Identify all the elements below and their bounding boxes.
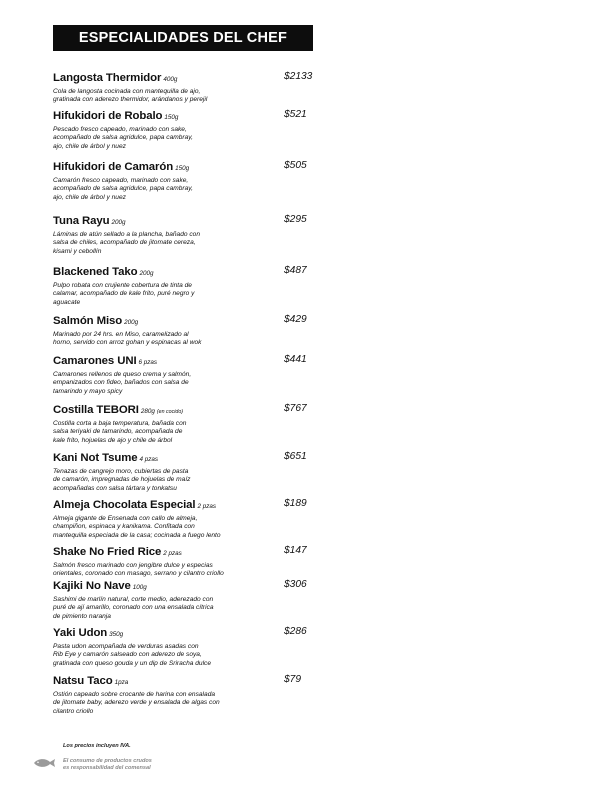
menu-item-name: Langosta Thermidor — [53, 72, 162, 84]
menu-item-portion-note: (en cocido) — [156, 409, 184, 415]
menu-item-price: $295 — [284, 214, 307, 225]
menu-item-description: Cola de langosta cocinada con mantequilla de ajo, gratinada con aderezo thermidor, arándanos y perejil — [53, 88, 208, 104]
menu-item-portion: 200g — [111, 219, 126, 226]
menu-item-portion: 400g — [163, 76, 178, 83]
menu-item-portion: 200g — [139, 270, 154, 277]
disclaimer-line: es responsabilidad del comensal — [63, 765, 151, 771]
menu-item-portion: 2 pzas — [197, 503, 217, 510]
menu-item-name: Blackened Tako — [53, 266, 138, 278]
menu-item-name: Camarones UNI — [53, 355, 137, 367]
menu-item-price: $521 — [284, 109, 307, 120]
menu-item-portion: 1pza — [114, 679, 129, 686]
menu-item-price: $767 — [284, 403, 307, 414]
menu-item-portion: 2 pzas — [163, 550, 182, 557]
menu-item-description: Pescado fresco capeado, marinado con sake, acompañado de salsa agridulce, papa cambray, ajo, chile de árbol y nuez — [53, 126, 193, 150]
menu-item-price: $487 — [284, 265, 307, 276]
menu-item-description: Láminas de atún sellado a la plancha, bañado con salsa de chiles, acompañado de jitomate cereza, kisami y cebollín — [53, 231, 201, 255]
menu-item-name: Almeja Chocolata Especial — [53, 499, 196, 511]
menu-item-price: $286 — [284, 626, 307, 637]
menu-item-price: $651 — [284, 451, 307, 462]
menu-item-name: Costilla TEBORI — [53, 404, 139, 416]
menu-item-description: Pulpo robata con crujiente cobertura de tinta de calamar, acompañado de kale frito, puré negro y aguacate — [53, 282, 195, 306]
menu-item-portion: 350g — [109, 631, 124, 638]
menu-item-portion: 4 pzas — [139, 456, 159, 463]
menu-item-portion: 150g — [164, 114, 179, 121]
menu-item-description: Sashimi de marlín natural, corte medio, aderezado con puré de ají amarillo, coronado con una ensalada cítrica de pimiento naranja — [53, 596, 214, 620]
menu-item-description: Tenazas de cangrejo moro, cubiertas de pasta de camarón, impregnadas de hojuelas de maíz acompañadas con salsa tártara y tonkatsu — [53, 468, 191, 492]
menu-item-description: Costilla corta a baja temperatura, bañada con salsa teriyaki de tamarindo, acompañada de kale frito, hojuelas de ajo y chile de árbol — [53, 420, 187, 444]
menu-item-price: $441 — [284, 354, 307, 365]
menu-item-description: Almeja gigante de Ensenada con callo de almeja, champiñon, espinaca y kanikama. Confitada con mantequilla especiada de la casa; cocinada a fuego lento — [53, 515, 221, 539]
menu-item-price: $2133 — [284, 71, 313, 82]
tax-note: Los precios incluyen IVA. — [63, 743, 131, 749]
menu-item-price: $429 — [284, 314, 307, 325]
menu-item-description: Marinado por 24 hrs. en Miso, caramelizado al horno, servido con arroz gohan y espinacas al wok — [53, 331, 202, 347]
menu-item-price: $505 — [284, 160, 307, 171]
menu-title-banner — [53, 25, 313, 51]
menu-item-name: Natsu Taco — [53, 675, 113, 687]
menu-item-portion: 280g — [140, 408, 155, 415]
menu-item-portion: 6 pzas — [138, 359, 158, 366]
disclaimer-line: El consumo de productos crudos — [63, 758, 152, 764]
menu-item-price: $189 — [284, 498, 307, 509]
menu-item-name: Tuna Rayu — [53, 215, 110, 227]
menu-item-portion: 200g — [124, 319, 139, 326]
menu-item-name: Kani Not Tsume — [53, 452, 138, 464]
menu-item-price: $306 — [284, 579, 307, 590]
menu-item-description: Camarones rellenos de queso crema y salmón, empanizados con fideo, bañados con salsa de tamarindo y mayo spicy — [53, 371, 192, 395]
menu-item-description: Camarón fresco capeado, marinado con sake, acompañado de salsa agridulce, papa cambray, ajo, chile de árbol y nuez — [53, 177, 193, 201]
menu-item-description: Ostión capeado sobre crocante de harina con ensalada de jitomate baby, aderezo verde y ensalada de algas con cilantro criollo — [53, 691, 220, 715]
menu-item-name: Yaki Udon — [53, 627, 108, 639]
menu-item-name: Shake No Fried Rice — [53, 546, 162, 558]
menu-item-price: $79 — [284, 674, 301, 685]
menu-item-description: Salmón fresco marinado con jengibre dulce y especias orientales, coronado con masago, serrano y cilantro criollo — [53, 562, 224, 578]
fish-icon — [33, 757, 57, 769]
menu-item-description: Pasta udon acompañada de verduras asadas con Rib Eye y camarón salseado con aderezo de soya, gratinada con queso gouda y un dip de Sriracha dulce — [53, 643, 211, 667]
menu-item-name: Hifukidori de Robalo — [53, 110, 163, 122]
raw-food-disclaimer — [63, 758, 152, 772]
menu-item-portion: 150g — [175, 165, 190, 172]
menu-item-portion: 100g — [132, 584, 147, 591]
menu-item-name: Kajiki No Nave — [53, 580, 131, 592]
menu-title: ESPECIALIDADES DEL CHEF — [78, 30, 288, 46]
menu-item-price: $147 — [284, 545, 307, 556]
menu-item-name: Hifukidori de Camarón — [53, 161, 174, 173]
menu-item-name: Salmón Miso — [53, 315, 123, 327]
